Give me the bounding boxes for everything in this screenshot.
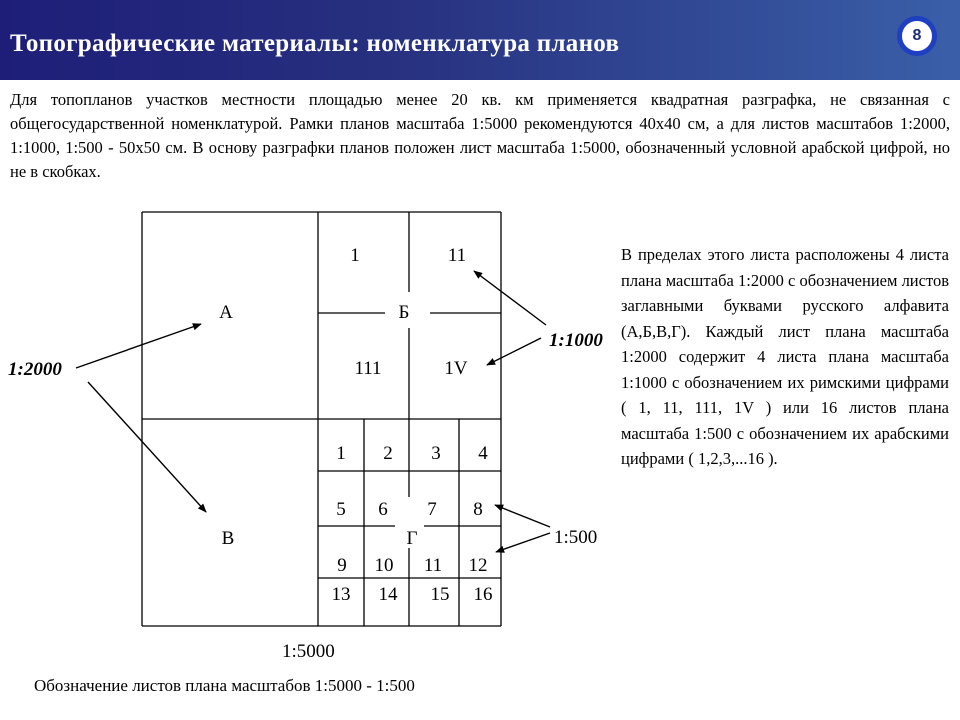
roman-label-4: 1V — [444, 358, 468, 379]
arrow-500-to-sheet-12 — [496, 533, 550, 552]
scale-label-500: 1:500 — [554, 527, 598, 548]
roman-label-1: 1 — [350, 245, 360, 266]
arabic-label-13: 13 — [331, 584, 351, 605]
arrow-1000-to-sheet-4 — [487, 338, 541, 365]
arabic-label-12: 12 — [468, 555, 488, 576]
arabic-label-1: 1 — [336, 443, 346, 464]
sheet-label-v: В — [221, 528, 235, 549]
arrow-1000-to-sheet-2 — [474, 271, 546, 325]
sheet-label-g: Г — [406, 528, 418, 549]
arabic-label-14: 14 — [378, 584, 398, 605]
sheet-label-b: Б — [398, 302, 410, 323]
page-number-badge: 8 — [897, 16, 937, 56]
sheet-frame — [142, 212, 501, 626]
arabic-label-3: 3 — [431, 443, 441, 464]
side-description: В пределах этого листа расположены 4 листа плана масштаба 1:2000 с обозначением листов заглавными буквами русского алфавита (А,Б,В,Г). Каждый лист плана масштаба 1:2000 содержит 4 листа плана масштаба 1:1000 с обозначением их римскими цифрами ( 1, 11, 111, 1V ) или 16 листов плана масштаба 1:500 с обозначением их арабскими цифрами ( 1,2,3,...16 ). — [621, 245, 949, 468]
roman-label-2: 11 — [447, 245, 467, 266]
intro-paragraph: Для топопланов участков местности площадью менее 20 кв. км применяется квадратная разграфка, не связанная с общегосударственной номенклатурой. Рамки планов масштаба 1:5000 рекомендуются 40х40 см, а для листов масштабов 1:2000, 1:1000, 1:500 - 50х50 см. В основу разграфки планов положен лист масштаба 1:5000, обозначенный условной арабской цифрой, но не в скобках. — [10, 90, 950, 181]
arabic-label-16: 16 — [473, 584, 493, 605]
arabic-label-6: 6 — [378, 499, 388, 520]
arrow-2000-to-a — [76, 324, 201, 368]
arabic-label-10: 10 — [374, 555, 394, 576]
arabic-label-8: 8 — [473, 499, 483, 520]
arrow-2000-to-v — [88, 382, 206, 512]
arabic-label-15: 15 — [430, 584, 450, 605]
arabic-label-5: 5 — [336, 499, 346, 520]
arrow-500-to-sheet-8 — [495, 505, 550, 527]
scale-label-1000: 1:1000 — [549, 330, 603, 351]
figure-caption: Обозначение листов плана масштабов 1:5000 - 1:500 — [34, 676, 415, 695]
sheet-label-a: А — [219, 302, 233, 323]
arabic-label-11: 11 — [423, 555, 443, 576]
arabic-label-7: 7 — [427, 499, 437, 520]
roman-label-3: 111 — [354, 358, 382, 379]
arabic-label-4: 4 — [478, 443, 488, 464]
scale-label-5000: 1:5000 — [282, 641, 335, 662]
arabic-label-2: 2 — [383, 443, 393, 464]
arabic-label-9: 9 — [337, 555, 347, 576]
scale-label-2000: 1:2000 — [8, 359, 62, 380]
slide-title: Топографические материалы: номенклатура планов — [10, 30, 620, 57]
